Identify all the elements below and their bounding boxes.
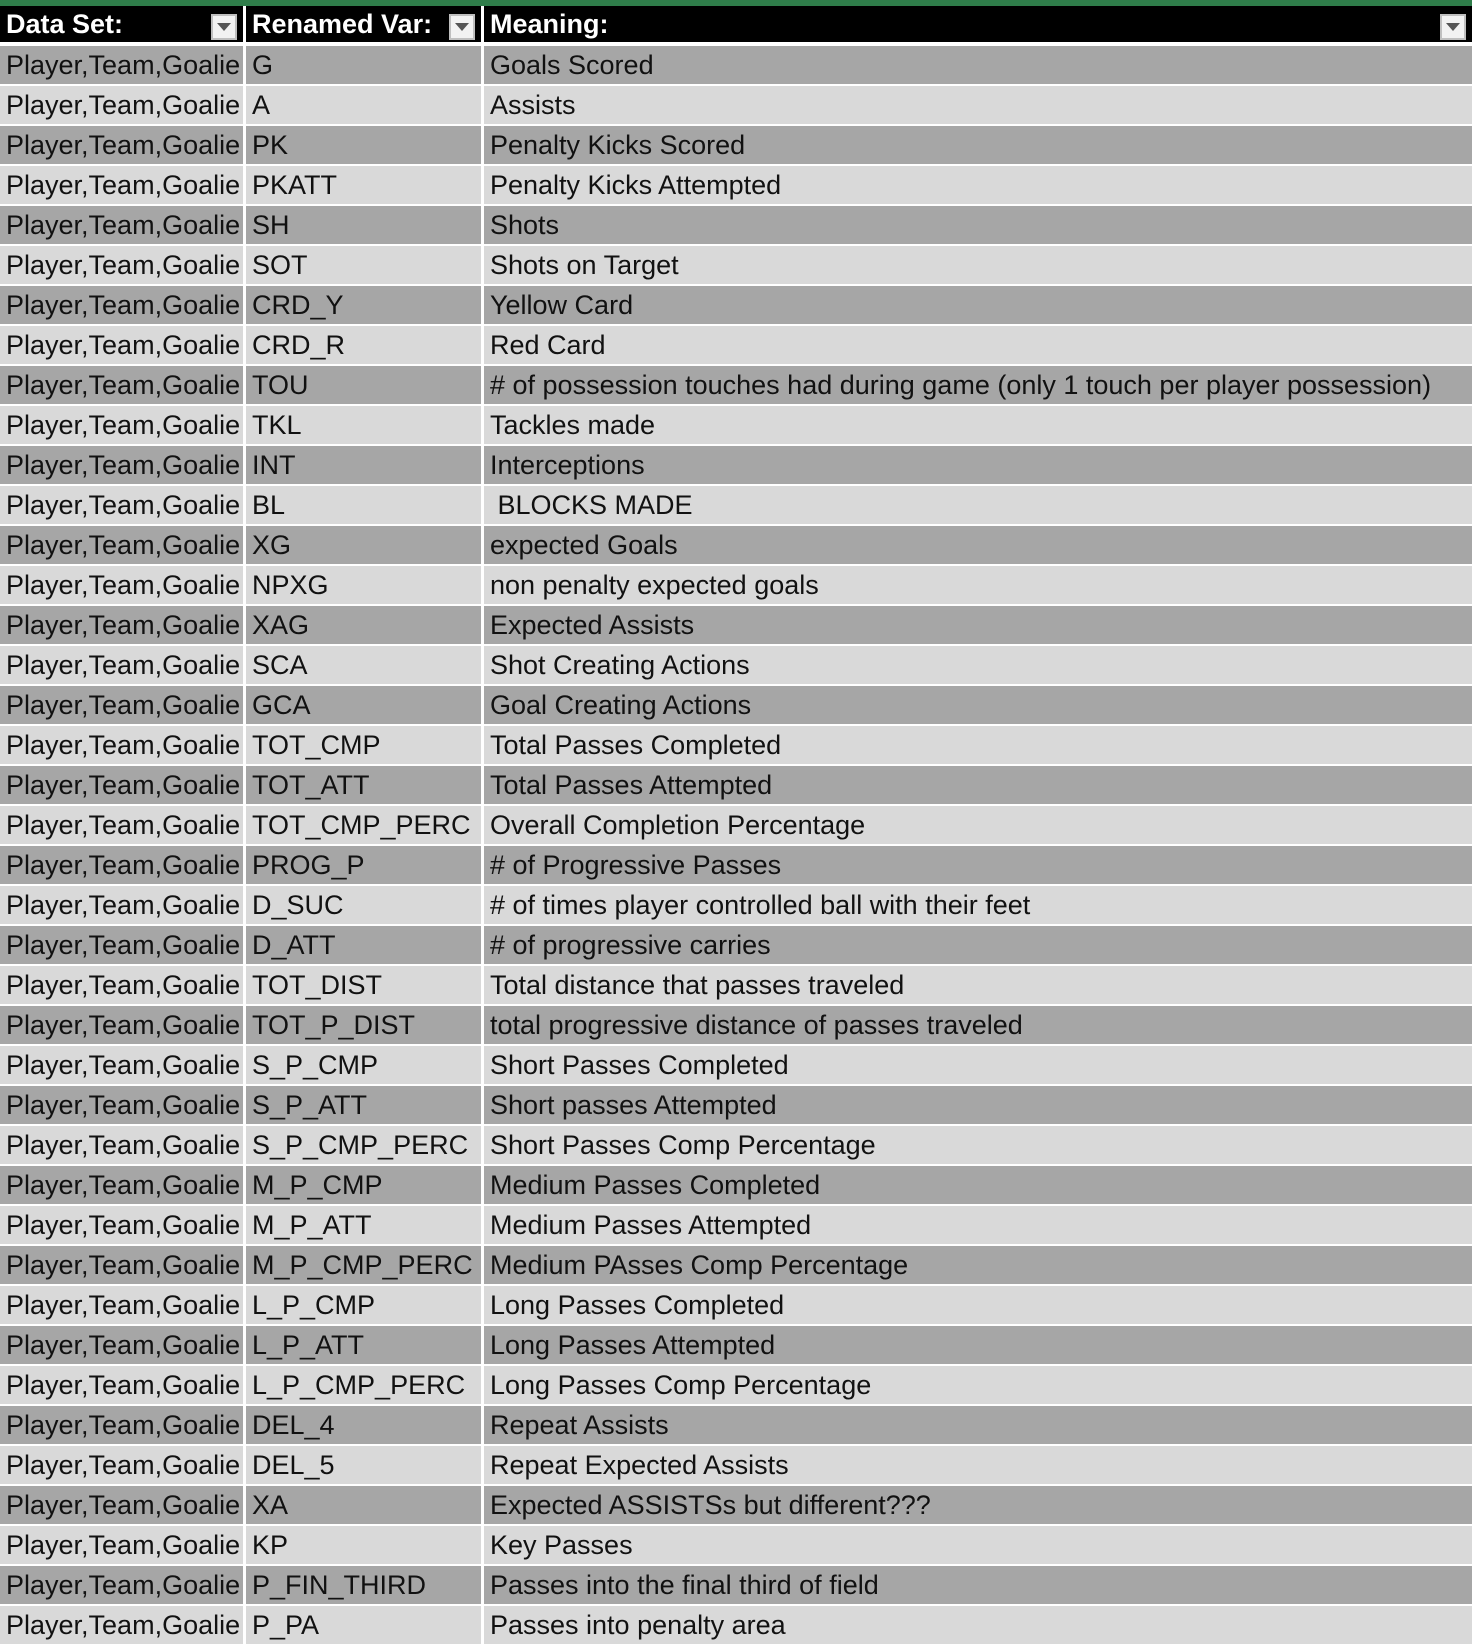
cell-meaning[interactable]: Total Passes Completed xyxy=(484,726,1472,766)
table-row xyxy=(0,246,1472,286)
cell-meaning[interactable]: # of possession touches had during game (only 1 touch per player possession) xyxy=(484,366,1472,406)
table-row xyxy=(0,1286,1472,1326)
table-row xyxy=(0,1206,1472,1246)
cell-data-set[interactable]: Player,Team,Goalie xyxy=(0,1246,246,1286)
cell-meaning[interactable]: Yellow Card xyxy=(484,286,1472,326)
cell-meaning[interactable]: Expected Assists xyxy=(484,606,1472,646)
cell-renamed-var[interactable]: INT xyxy=(246,446,484,486)
dropdown-filter-icon[interactable] xyxy=(211,14,237,40)
cell-renamed-var[interactable]: SOT xyxy=(246,246,484,286)
cell-data-set[interactable]: Player,Team,Goalie xyxy=(0,646,246,686)
table-row xyxy=(0,286,1472,326)
cell-renamed-var[interactable]: CRD_Y xyxy=(246,286,484,326)
cell-meaning[interactable]: # of Progressive Passes xyxy=(484,846,1472,886)
cell-meaning[interactable]: Long Passes Completed xyxy=(484,1286,1472,1326)
cell-meaning[interactable]: Passes into penalty area xyxy=(484,1606,1472,1646)
table-row xyxy=(0,366,1472,406)
cell-renamed-var[interactable]: PROG_P xyxy=(246,846,484,886)
cell-data-set[interactable]: Player,Team,Goalie xyxy=(0,1086,246,1126)
cell-data-set[interactable]: Player,Team,Goalie xyxy=(0,166,246,206)
cell-renamed-var[interactable]: KP xyxy=(246,1526,484,1566)
cell-meaning[interactable]: Short Passes Comp Percentage xyxy=(484,1126,1472,1166)
cell-renamed-var[interactable]: S_P_CMP_PERC xyxy=(246,1126,484,1166)
cell-data-set[interactable]: Player,Team,Goalie xyxy=(0,126,246,166)
cell-data-set[interactable]: Player,Team,Goalie xyxy=(0,1326,246,1366)
cell-meaning[interactable]: Expected ASSISTSs but different??? xyxy=(484,1486,1472,1526)
table-row xyxy=(0,1606,1472,1646)
table-row xyxy=(0,326,1472,366)
table-row xyxy=(0,126,1472,166)
cell-data-set[interactable]: Player,Team,Goalie xyxy=(0,1486,246,1526)
cell-renamed-var[interactable]: M_P_ATT xyxy=(246,1206,484,1246)
cell-meaning[interactable]: Tackles made xyxy=(484,406,1472,446)
header-label-meaning: Meaning: xyxy=(490,8,609,39)
cell-renamed-var[interactable]: NPXG xyxy=(246,566,484,606)
cell-meaning[interactable]: Total distance that passes traveled xyxy=(484,966,1472,1006)
table-row xyxy=(0,1246,1472,1286)
table-row xyxy=(0,86,1472,126)
cell-data-set[interactable]: Player,Team,Goalie xyxy=(0,1366,246,1406)
cell-data-set[interactable]: Player,Team,Goalie xyxy=(0,1046,246,1086)
cell-data-set[interactable]: Player,Team,Goalie xyxy=(0,766,246,806)
cell-data-set[interactable]: Player,Team,Goalie xyxy=(0,246,246,286)
cell-meaning[interactable]: Goals Scored xyxy=(484,46,1472,86)
cell-data-set[interactable]: Player,Team,Goalie xyxy=(0,1566,246,1606)
cell-renamed-var[interactable]: L_P_CMP_PERC xyxy=(246,1366,484,1406)
cell-meaning[interactable]: Interceptions xyxy=(484,446,1472,486)
cell-meaning[interactable]: Shot Creating Actions xyxy=(484,646,1472,686)
table-row xyxy=(0,1366,1472,1406)
cell-meaning[interactable]: Short Passes Completed xyxy=(484,1046,1472,1086)
cell-meaning[interactable]: Penalty Kicks Attempted xyxy=(484,166,1472,206)
cell-renamed-var[interactable]: SCA xyxy=(246,646,484,686)
table-row xyxy=(0,1406,1472,1446)
table-row xyxy=(0,46,1472,86)
cell-renamed-var[interactable]: P_PA xyxy=(246,1606,484,1646)
cell-renamed-var[interactable]: DEL_5 xyxy=(246,1446,484,1486)
cell-data-set[interactable]: Player,Team,Goalie xyxy=(0,1166,246,1206)
cell-meaning[interactable]: non penalty expected goals xyxy=(484,566,1472,606)
cell-data-set[interactable]: Player,Team,Goalie xyxy=(0,806,246,846)
table-row xyxy=(0,526,1472,566)
table-row xyxy=(0,1486,1472,1526)
table-row xyxy=(0,806,1472,846)
table-header-row xyxy=(0,6,1472,46)
cell-renamed-var[interactable]: XG xyxy=(246,526,484,566)
table-row xyxy=(0,726,1472,766)
dropdown-filter-icon[interactable] xyxy=(1440,14,1466,40)
table-row xyxy=(0,1086,1472,1126)
cell-renamed-var[interactable]: PKATT xyxy=(246,166,484,206)
table-row xyxy=(0,686,1472,726)
table-row xyxy=(0,566,1472,606)
cell-renamed-var[interactable]: M_P_CMP xyxy=(246,1166,484,1206)
cell-data-set[interactable]: Player,Team,Goalie xyxy=(0,486,246,526)
table-row xyxy=(0,486,1472,526)
table-row xyxy=(0,926,1472,966)
table-row xyxy=(0,1046,1472,1086)
table-row xyxy=(0,406,1472,446)
cell-renamed-var[interactable]: L_P_ATT xyxy=(246,1326,484,1366)
cell-data-set[interactable]: Player,Team,Goalie xyxy=(0,726,246,766)
table-row xyxy=(0,1126,1472,1166)
table-row xyxy=(0,966,1472,1006)
cell-meaning[interactable]: Passes into the final third of field xyxy=(484,1566,1472,1606)
table-row xyxy=(0,1006,1472,1046)
cell-meaning[interactable]: Medium PAsses Comp Percentage xyxy=(484,1246,1472,1286)
cell-renamed-var[interactable]: TOT_P_DIST xyxy=(246,1006,484,1046)
cell-renamed-var[interactable]: BL xyxy=(246,486,484,526)
table-row xyxy=(0,1446,1472,1486)
cell-data-set[interactable]: Player,Team,Goalie xyxy=(0,206,246,246)
cell-meaning[interactable]: Medium Passes Completed xyxy=(484,1166,1472,1206)
cell-meaning[interactable]: expected Goals xyxy=(484,526,1472,566)
table-row xyxy=(0,606,1472,646)
cell-renamed-var[interactable]: S_P_ATT xyxy=(246,1086,484,1126)
cell-renamed-var[interactable]: TOT_ATT xyxy=(246,766,484,806)
cell-renamed-var[interactable]: DEL_4 xyxy=(246,1406,484,1446)
cell-data-set[interactable]: Player,Team,Goalie xyxy=(0,966,246,1006)
table-row xyxy=(0,1326,1472,1366)
cell-renamed-var[interactable]: TOT_CMP_PERC xyxy=(246,806,484,846)
cell-meaning[interactable]: Shots xyxy=(484,206,1472,246)
header-cell-data-set[interactable] xyxy=(0,6,246,46)
cell-data-set[interactable]: Player,Team,Goalie xyxy=(0,406,246,446)
cell-data-set[interactable]: Player,Team,Goalie xyxy=(0,846,246,886)
dropdown-filter-icon[interactable] xyxy=(449,14,475,40)
cell-renamed-var[interactable]: D_SUC xyxy=(246,886,484,926)
cell-data-set[interactable]: Player,Team,Goalie xyxy=(0,1206,246,1246)
cell-meaning[interactable]: # of times player controlled ball with their feet xyxy=(484,886,1472,926)
cell-renamed-var[interactable]: L_P_CMP xyxy=(246,1286,484,1326)
table-row xyxy=(0,166,1472,206)
cell-data-set[interactable]: Player,Team,Goalie xyxy=(0,886,246,926)
cell-meaning[interactable]: Total Passes Attempted xyxy=(484,766,1472,806)
cell-data-set[interactable]: Player,Team,Goalie xyxy=(0,1606,246,1646)
table-row xyxy=(0,1526,1472,1566)
table-row xyxy=(0,1166,1472,1206)
cell-data-set[interactable]: Player,Team,Goalie xyxy=(0,566,246,606)
cell-meaning[interactable]: Repeat Expected Assists xyxy=(484,1446,1472,1486)
cell-renamed-var[interactable]: GCA xyxy=(246,686,484,726)
cell-renamed-var[interactable]: TOU xyxy=(246,366,484,406)
cell-meaning[interactable]: # of progressive carries xyxy=(484,926,1472,966)
cell-data-set[interactable]: Player,Team,Goalie xyxy=(0,926,246,966)
cell-renamed-var[interactable]: P_FIN_THIRD xyxy=(246,1566,484,1606)
cell-renamed-var[interactable]: XAG xyxy=(246,606,484,646)
cell-meaning[interactable]: Key Passes xyxy=(484,1526,1472,1566)
cell-meaning[interactable]: Long Passes Comp Percentage xyxy=(484,1366,1472,1406)
cell-renamed-var[interactable]: A xyxy=(246,86,484,126)
table-row xyxy=(0,646,1472,686)
cell-data-set[interactable]: Player,Team,Goalie xyxy=(0,326,246,366)
cell-meaning[interactable]: Red Card xyxy=(484,326,1472,366)
cell-data-set[interactable]: Player,Team,Goalie xyxy=(0,606,246,646)
cell-data-set[interactable]: Player,Team,Goalie xyxy=(0,1286,246,1326)
cell-data-set[interactable]: Player,Team,Goalie xyxy=(0,1126,246,1166)
cell-meaning[interactable]: Short passes Attempted xyxy=(484,1086,1472,1126)
cell-renamed-var[interactable]: G xyxy=(246,46,484,86)
header-label-data-set: Data Set: xyxy=(6,8,124,39)
cell-data-set[interactable]: Player,Team,Goalie xyxy=(0,286,246,326)
cell-renamed-var[interactable]: XA xyxy=(246,1486,484,1526)
cell-meaning[interactable]: Long Passes Attempted xyxy=(484,1326,1472,1366)
cell-renamed-var[interactable]: SH xyxy=(246,206,484,246)
cell-renamed-var[interactable]: D_ATT xyxy=(246,926,484,966)
cell-data-set[interactable]: Player,Team,Goalie xyxy=(0,686,246,726)
cell-meaning[interactable]: Shots on Target xyxy=(484,246,1472,286)
table-row xyxy=(0,206,1472,246)
table-row xyxy=(0,886,1472,926)
header-cell-meaning[interactable] xyxy=(484,6,1472,46)
cell-renamed-var[interactable]: S_P_CMP xyxy=(246,1046,484,1086)
cell-data-set[interactable]: Player,Team,Goalie xyxy=(0,46,246,86)
cell-data-set[interactable]: Player,Team,Goalie xyxy=(0,1006,246,1046)
cell-meaning[interactable]: Penalty Kicks Scored xyxy=(484,126,1472,166)
cell-data-set[interactable]: Player,Team,Goalie xyxy=(0,526,246,566)
cell-data-set[interactable]: Player,Team,Goalie xyxy=(0,446,246,486)
cell-meaning[interactable]: Goal Creating Actions xyxy=(484,686,1472,726)
cell-renamed-var[interactable]: CRD_R xyxy=(246,326,484,366)
header-cell-renamed-var[interactable] xyxy=(246,6,484,46)
table-row xyxy=(0,846,1472,886)
cell-data-set[interactable]: Player,Team,Goalie xyxy=(0,1526,246,1566)
cell-data-set[interactable]: Player,Team,Goalie xyxy=(0,1406,246,1446)
cell-meaning[interactable]: BLOCKS MADE xyxy=(484,486,1472,526)
cell-renamed-var[interactable]: M_P_CMP_PERC xyxy=(246,1246,484,1286)
cell-renamed-var[interactable]: TOT_CMP xyxy=(246,726,484,766)
table-row xyxy=(0,446,1472,486)
cell-renamed-var[interactable]: TOT_DIST xyxy=(246,966,484,1006)
cell-meaning[interactable]: Repeat Assists xyxy=(484,1406,1472,1446)
cell-meaning[interactable]: Overall Completion Percentage xyxy=(484,806,1472,846)
cell-data-set[interactable]: Player,Team,Goalie xyxy=(0,86,246,126)
cell-meaning[interactable]: Assists xyxy=(484,86,1472,126)
cell-meaning[interactable]: total progressive distance of passes traveled xyxy=(484,1006,1472,1046)
table-row xyxy=(0,766,1472,806)
cell-renamed-var[interactable]: TKL xyxy=(246,406,484,446)
cell-data-set[interactable]: Player,Team,Goalie xyxy=(0,366,246,406)
table-row xyxy=(0,1566,1472,1606)
header-label-renamed-var: Renamed Var: xyxy=(252,8,433,39)
cell-meaning[interactable]: Medium Passes Attempted xyxy=(484,1206,1472,1246)
cell-data-set[interactable]: Player,Team,Goalie xyxy=(0,1446,246,1486)
cell-renamed-var[interactable]: PK xyxy=(246,126,484,166)
